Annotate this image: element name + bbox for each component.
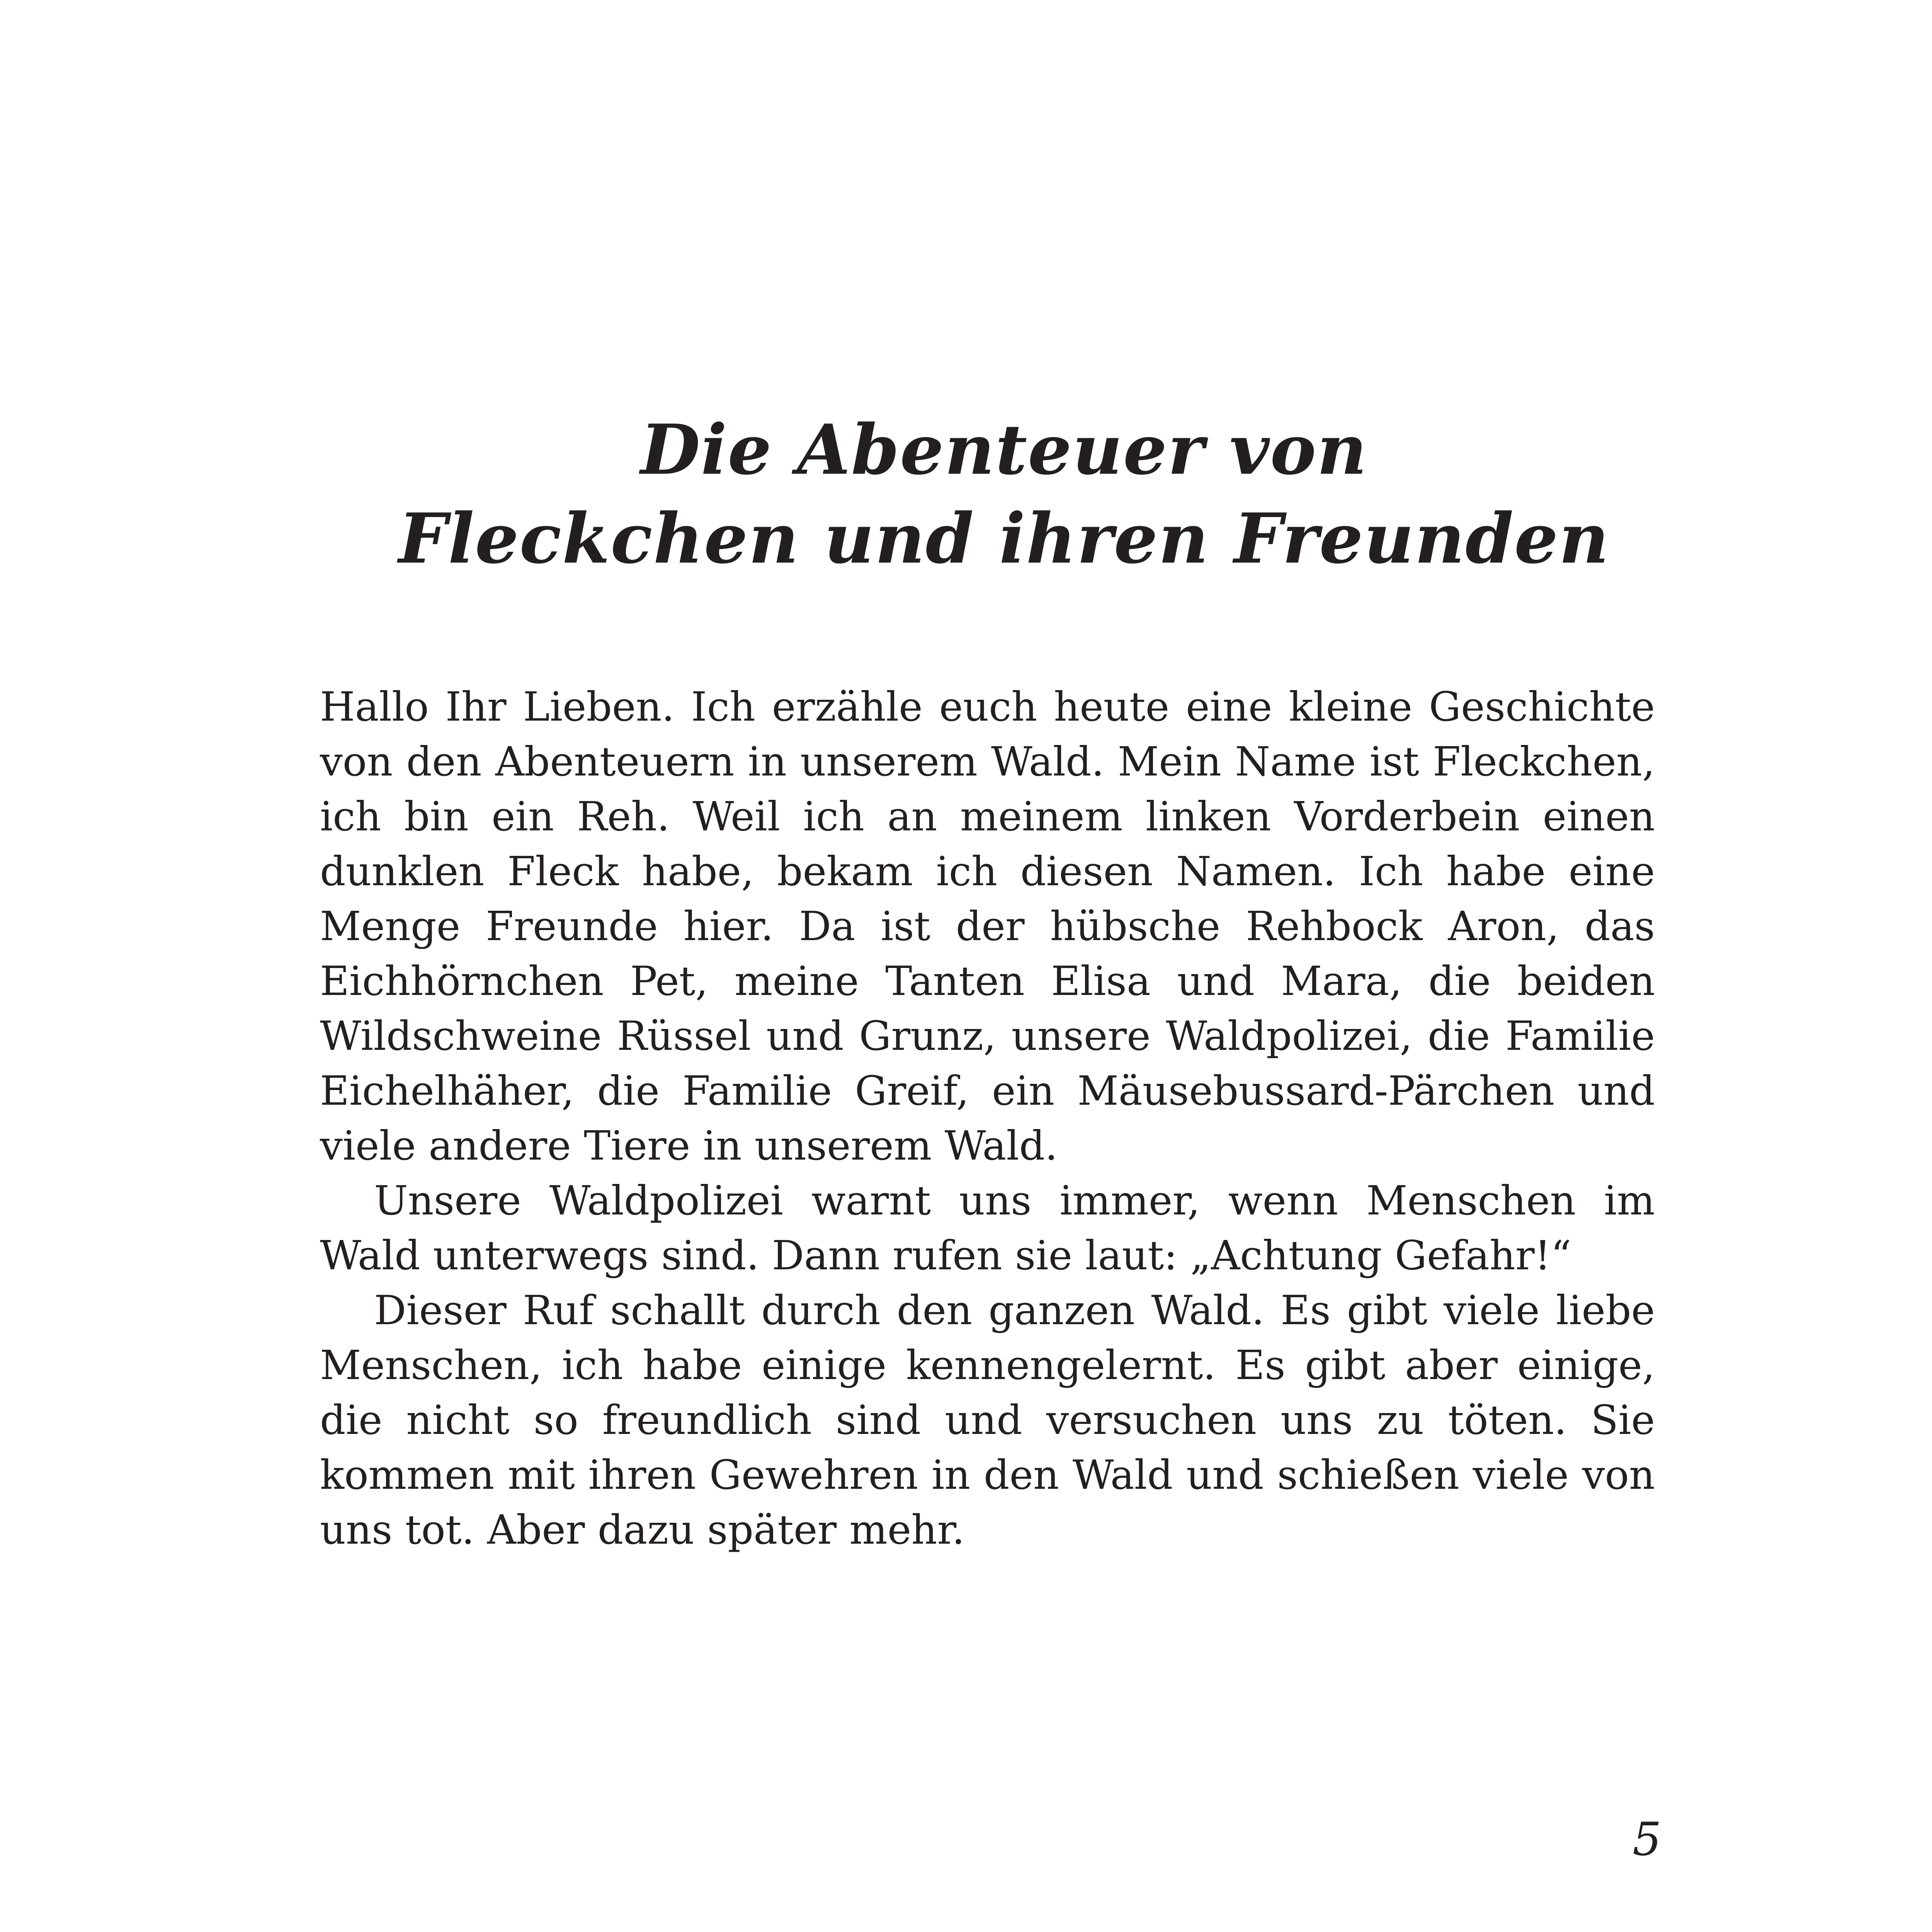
title-line-2: Fleckchen und ihren Freunden: [398, 498, 1610, 579]
page-number: 5: [1632, 1813, 1662, 1866]
page-title: [0, 405, 1932, 583]
paragraph-2: Unsere Waldpolizei warnt uns immer, wenn Menschen im Wald unterwegs sind. Dann rufen sie laut: „Achtung Gefahr!“: [320, 1177, 1655, 1279]
paragraph-3: Dieser Ruf schallt durch den ganzen Wald. Es gibt viele liebe Menschen, ich habe einige kennengelernt. Es gibt aber einige, die nicht so freundlich sind und versuchen uns zu töten. Sie kommen mit ihren Gewehren in den Wald und schießen viele von uns tot. Aber dazu später mehr.: [320, 1287, 1655, 1553]
story-text: [320, 679, 1655, 1557]
title-line-1: Die Abenteuer von: [640, 409, 1368, 490]
paragraph-1: Hallo Ihr Lieben. Ich erzähle euch heute eine kleine Geschichte von den Abenteuern in unserem Wald. Mein Name ist Fleckchen, ich bin ein Reh. Weil ich an meinem linken Vorderbein einen dunklen Fleck habe, bekam ich diesen Namen. Ich habe eine Menge Freunde hier. Da ist der hübsche Rehbock Aron, das Eichhörnchen Pet, meine Tanten Elisa und Mara, die beiden Wildschweine Rüssel und Grunz, unsere Waldpolizei, die Familie Eichelhäher, die Familie Greif, ein Mäusebussard-Pärchen und viele andere Tiere in unserem Wald.: [320, 683, 1655, 1169]
